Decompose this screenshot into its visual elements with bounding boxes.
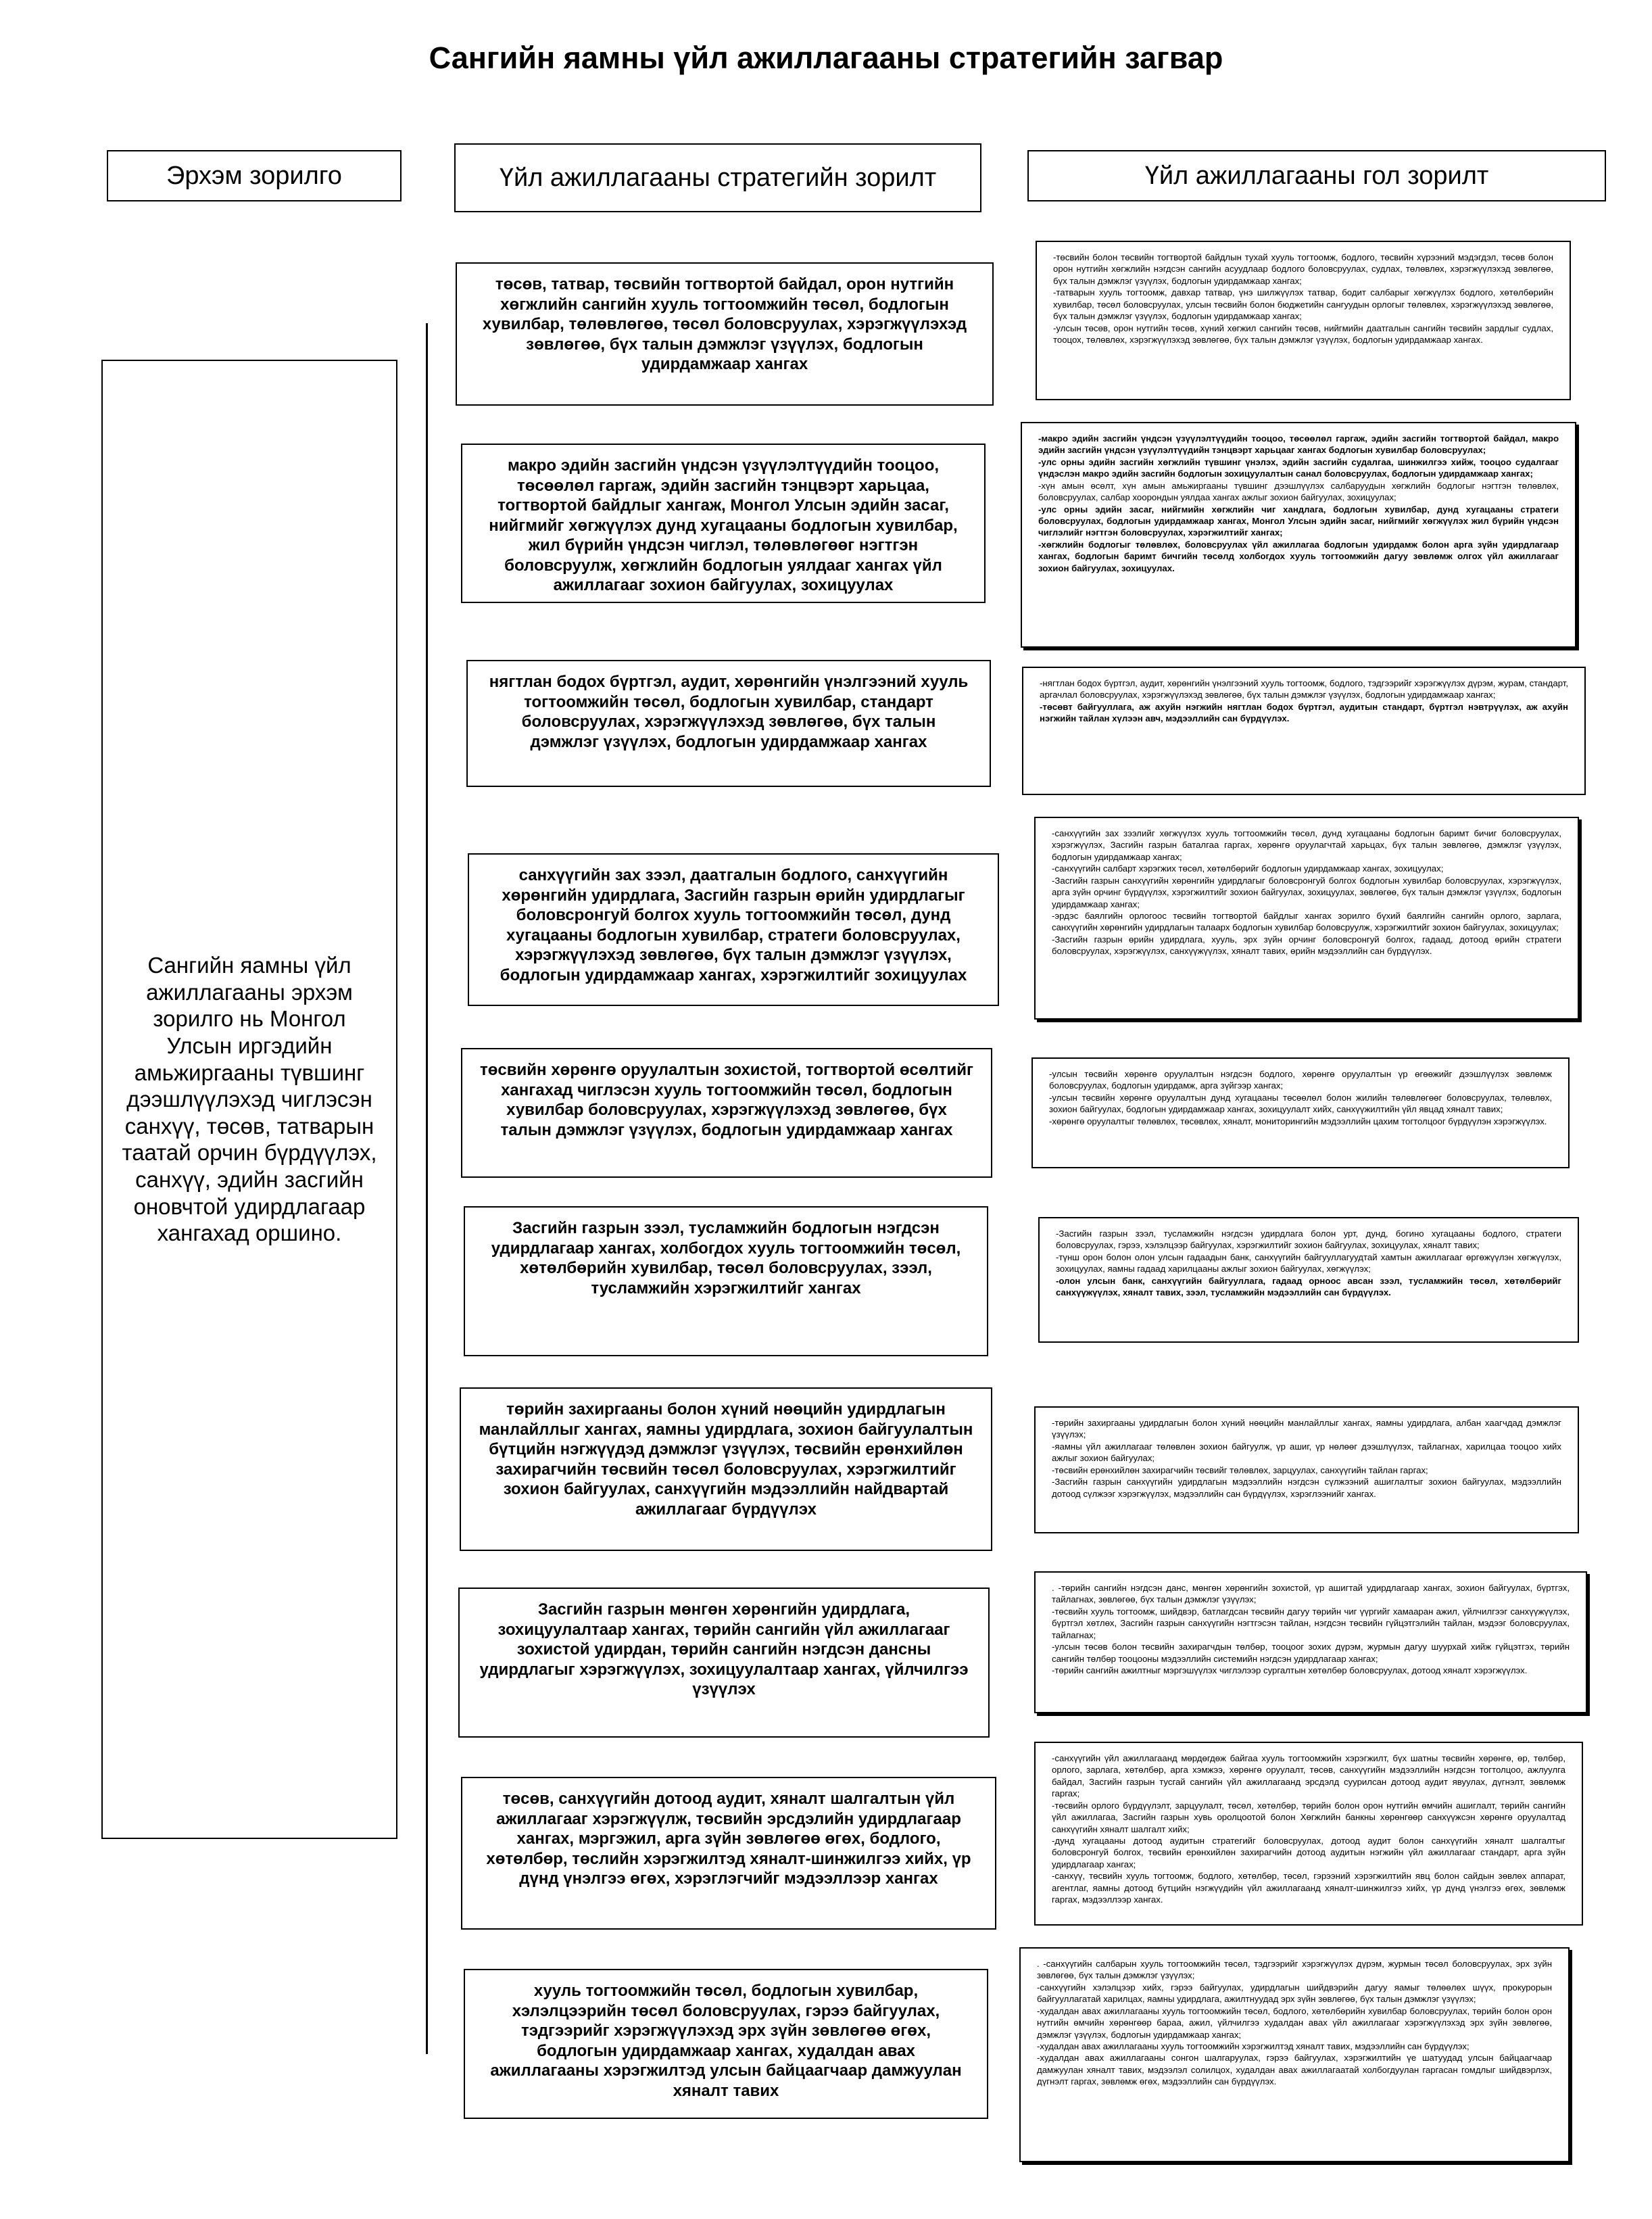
task-item: -олон улсын банк, санхүүгийн байгууллага, гадаад орноос авсан зээл, тусламжийн төсөл, хөтөлбөрийг санхүүжүүлэх, хяналт тавих, зээл, тусламжийн мэдээллийн сан бүрдүүлэх. bbox=[1056, 1275, 1561, 1298]
strategic-objective-7: төрийн захиргааны болон хүний нөөцийн удирдлагын манлайллыг хангах, яамны удирдлага, зохион байгуулалтын бүтцийн нэгжүүдэд дэмжлэг үзүүлэх, төсвийн ерөнхийлөн захирагчийн төсвийн төсөл боловсруулах, хэрэгжилтийг зохион байгуулах, санхүүгийн мэдээллийн найдвартай ажиллагааг бүрдүүлэх bbox=[460, 1387, 992, 1551]
task-item: -худалдан авах ажиллагааны сонгон шалгаруулах, гэрээ байгуулах, хэрэгжилтийн үе шатуудад улсын байцаагчаар дамжуулан хяналт тавих, мэдээлэл солилцох, худалдан авах ажиллагаатай холбогдуулан гаргасан гомдлыг шийдвэрлэх, дүгнэлт гаргах, зөвлөмж өгөх, мэдээллийн сан бүрдүүлэх. bbox=[1037, 2053, 1552, 2087]
task-item: -улс орны эдийн засаг, нийгмийн хөгжлийн чиг хандлага, бодлогын хувилбар, дунд хугацааны стратеги боловсруулах, бодлогын удирдамжаар хангах, Монгол Улсын эдийн засаг, нийгмийг хөгжүүлэх жил бүрийн үндсэн чиглэлийг нэгтгэн боловсруулах, хэрэгжилтийг хангах; bbox=[1038, 504, 1559, 538]
task-item: -санхүүгийн хэлэлцээр хийх, гэрээ байгуулах, удирдлагын шийдвэрийн дагуу яамыг төлөөлөх шүүх, прокурорын байгууллагатай харилцах, яамны удирдлага, ажилтнуудад эрх зүйн зөвлөгөө, бүх талын дэмжлэг үзүүлэх; bbox=[1037, 1982, 1552, 2005]
task-item: -санхүүгийн салбарт хэрэгжих төсөл, хөтөлбөрийг бодлогын удирдамжаар хангах, зохицуулах; bbox=[1052, 863, 1444, 874]
task-item: -улсын төсөв болон төсвийн захирагчдын төлбөр, тооцоог зохих дүрэм, журмын дагуу шуурхай хийж гүйцэтгэх, төрийн сангийн төлбөр тооцооны мэдээллийн системийн нэгдсэн удирдлагаар хангах; bbox=[1052, 1642, 1570, 1664]
header-main-objectives: Үйл ажиллагааны гол зорилт bbox=[1027, 150, 1606, 201]
header-strategic-objectives: Үйл ажиллагааны стратегийн зорилт bbox=[454, 143, 981, 212]
task-item: -худалдан авах ажиллагааны хууль тогтоомжийн төсөл, бодлого, хөтөлбөрийн хувилбар боловсруулах, төрийн болон орон нутгийн өмчийн хөрөнгөөр бараа, ажил, үйлчилгээ худалдан авах үйл ажиллагааг хэрэгжүүлэхэд эрх зүйн зөвлөгөө, дэмжлэг үзүүлэх, бодлогын удирдамжаар хангах; bbox=[1037, 2005, 1552, 2040]
task-item: -яамны үйл ажиллагааг төлөвлөн зохион байгуулж, үр ашиг, үр нөлөөг дээшлүүлэх, тайлагнах, харилцаа тооцоо хийх ажлыг зохион байгуулах; bbox=[1052, 1441, 1561, 1464]
task-item: -санхүү, төсвийн хууль тогтоомж, бодлого, хөтөлбөр, төсөл, гэрээний хэрэгжилтийн явц болон сайдын зөвлөх аппарат, агентлаг, яамны дотоод бүтцийн нэгжүүдийн үйл ажиллагаанд хяналт-шинжилгээ хийх, үр дүнд үнэлгээ өгөх, зөвлөмж гаргах, мэдээллээр хангах. bbox=[1052, 1871, 1565, 1905]
task-item: -санхүүгийн зах зээлийг хөгжүүлэх хууль тогтоомжийн төсөл, дунд хугацааны бодлогын баримт бичиг боловсруулах, хэрэгжүүлэх, Засгийн газрын баталгаа гаргах, хөрөнгө оруулагчтай харьцах, бүх талын зөвлөгөө, дэмжлэг үзүүлэх, бодлогын удирдамжаар хангах; bbox=[1052, 828, 1561, 862]
task-item: -төрийн сангийн ажилтныг мэргэшүүлэх чиглэлээр сургалтын хөтөлбөр боловсруулах, дотоод хяналт хэрэгжүүлэх. bbox=[1052, 1665, 1528, 1675]
task-item: -түнш орон болон олон улсын гадаадын банк, санхүүгийн байгууллагуудтай хамтын ажиллагааг өргөжүүлэн хөгжүүлэх, зохицуулах, яамны гадаад харилцааны ажлыг зохион байгуулах, хөгжүүлэх; bbox=[1056, 1251, 1561, 1274]
task-item: -Засгийн газрын санхүүгийн хөрөнгийн удирдлагыг боловсронгуй болгох бодлогын хувилбар боловсруулах, хэрэгжүүлэх, арга зүйн орчинг бүрдүүлэх, хэрэгжилтийг зохион байгуулах, зохицуулах, зөвлөгөө, бүх талын дэмжлэг үзүүлэх, бодлогын удирдамжаар хангах; bbox=[1052, 875, 1561, 909]
page-title: Сангийн яамны үйл ажиллагааны стратегийн загвар bbox=[429, 41, 1223, 75]
strategic-objective-9: төсөв, санхүүгийн дотоод аудит, хяналт шалгалтын үйл ажиллагааг хэрэгжүүлж, төсвийн эрсдэлийн удирдлагаар хангах, мэргэжил, арга зүйн зөвлөгөө өгөх, бодлого, хөтөлбөр, төслийн хэрэгжилтэд хяналт-шинжилгээ хийх, үр дүнд үнэлгээ өгөх, хэрэглэгчийг мэдээллээр хангах bbox=[461, 1777, 996, 1930]
strategic-objective-4: санхүүгийн зах зээл, даатгалын бодлого, санхүүгийн хөрөнгийн удирдлага, Засгийн газрын өрийн удирдлагыг боловсронгуй болгох хууль тогтоомжийн төсөл, дунд хугацааны бодлогын хувилбар, стратеги боловсруулах, хэрэгжүүлэхэд зөвлөгөө, бүх талын дэмжлэг үзүүлэх, бодлогын удирдамжаар хангах, хэрэгжилтийг зохицуулах bbox=[468, 853, 999, 1006]
main-objectives-5 bbox=[1031, 1057, 1570, 1168]
main-objectives-3 bbox=[1022, 667, 1586, 795]
task-item: . -санхүүгийн салбарын хууль тогтоомжийн төсөл, тэдгээрийг хэрэгжүүлэх дүрэм, журмын төсөл боловсруулах, эрх зүйн зөвлөгөө, бүх талын дэмжлэг үзүүлэх; bbox=[1037, 1959, 1552, 1981]
task-item: -улсын төсвийн хөрөнгө оруулалтын дунд хугацааны төсөөлөл болон жилийн төлөвлөгөөг боловсруулах, төлөвлөх, зохион байгуулах, бодлогын удирдамжаар хангах, зохицуулалт хийх, санхүүжилтийн үйл явцад хяналт тавих; bbox=[1049, 1092, 1552, 1115]
task-item: . -төрийн сангийн нэгдсэн данс, мөнгөн хөрөнгийн зохистой, үр ашигтай удирдлагаар хангах, зохион байгуулах, бүртгэх, тайлагнах, зөвлөгөө, бүх талын дэмжлэг үзүүлэх; bbox=[1052, 1583, 1570, 1605]
main-objectives-4 bbox=[1034, 817, 1579, 1020]
main-objectives-10 bbox=[1019, 1947, 1570, 2162]
task-item: -төсвийн орлого бүрдүүлэлт, зарцуулалт, төсөл, хөтөлбөр, төрийн болон орон нутгийн өмчийн ашиглалт, төрийн сангийн үйл ажиллагаа, Засгийн газрын хувь оролцоотой болон Хөгжлийн банкны хөрөнгөөр санхүүжсэн хөрөнгө оруулалтад санхүүгийн хяналт шалгалт хийх; bbox=[1052, 1800, 1565, 1834]
task-item: -татварын хууль тогтоомж, давхар татвар, үнэ шилжүүлэх татвар, бодит салбарыг хөгжүүлэх бодлого, хөтөлбөрийн хувилбар, төсөл боловсруулах, улсын төсвийн болон бюджетийн сангуудын орлогыг төлөвлөх, хэрэгжүүлэхэд зөвлөгөө, бүх талын дэмжлэг үзүүлэх, бодлогын удирдамжаар хангах; bbox=[1053, 287, 1553, 322]
task-item: -Засгийн газрын санхүүгийн удирдлагын мэдээллийн нэгдсэн сүлжээний ашиглалтыг зохион байгуулах, мэдээллийн дотоод сүлжээг хэрэгжүүлэх, мэдээллийн сан бүрдүүлэх, хэрэглээнийг хангах. bbox=[1052, 1477, 1561, 1499]
task-item: -Засгийн газрын зээл, тусламжийн нэгдсэн удирдлага болон урт, дунд, богино хугацааны бодлого, стратеги боловсруулах, гэрээ, хэлэлцээр байгуулах, хэрэгжилтийг зохион байгуулах, зохицуулах, хяналт тавих; bbox=[1056, 1228, 1561, 1251]
strategic-objective-6: Засгийн газрын зээл, тусламжийн бодлогын нэгдсэн удирдлагаар хангах, холбогдох хууль тогтоомжийн төсөл, хөтөлбөрийн хувилбар, төсөл боловсруулах, зээл, тусламжийн хэрэгжилтийг хангах bbox=[464, 1206, 988, 1356]
task-item: -эрдэс баялгийн орлогоос төсвийн тогтвортой байдлыг хангах зорилго бүхий баялгийн сангийн орлого, зарлага, санхүүгийн хөрөнгийн удирдлагын талаарх бодлогын хувилбар боловсруулж, хэрэгжилтийг зохион байгуулах, зохицуулах; bbox=[1052, 910, 1561, 933]
task-item: -төсвийн хууль тогтоомж, шийдвэр, батлагдсан төсвийн дагуу төрийн чиг үүргийг хамааран ажил, үйлчилгээг санхүүжүүлэх, бүртгэл хөтлөх, Засгийн газрын санхүүгийн нэгтгэсэн тайлан, нэгдсэн төсвийн гүйцэтгэлийн тайлан, мэдээг боловсруулах, тайлагнах; bbox=[1052, 1606, 1570, 1640]
task-item: -улсын төсвийн хөрөнгө оруулалтын нэгдсэн бодлого, хөрөнгө оруулалтын үр өгөөжийг дээшлүүлэх зөвлөмж боловсруулах, бодлогын удирдамж, арга зүйгээр хангах; bbox=[1049, 1069, 1552, 1091]
main-objectives-6 bbox=[1038, 1217, 1579, 1343]
task-item: -хүн амын өсөлт, хүн амын амьжиргааны түвшинг дээшлүүлэх салбаруудын хөгжлийн бодлогыг нэгтгэн төлөвлөх, боловсруулах, салбар хоорондын уялдаа хангах ажлыг зохион байгуулах, зохицуулах; bbox=[1038, 480, 1559, 503]
task-item: -төсөвт байгууллага, аж ахуйн нэгжийн нягтлан бодох бүртгэл, аудитын стандарт, бүртгэл нэвтрүүлэх, аж ахуйн нэгжийн тайлан хүлээн авч, мэдээллийн сан бүрдүүлэх. bbox=[1040, 701, 1568, 724]
task-item: -макро эдийн засгийн үндсэн үзүүлэлтүүдийн тооцоо, төсөөлөл гаргаж, эдийн засгийн тогтвортой байдал, макро эдийн засгийн үндсэн үзүүлэлтүүдийн тэнцвэрт харьцааг хангах бодлогын хувилбар боловсруулах; bbox=[1038, 433, 1559, 456]
strategic-objective-1: төсөв, татвар, төсвийн тогтвортой байдал, орон нутгийн хөгжлийн сангийн хууль тогтоомжийн төсөл, бодлогын хувилбар, төлөвлөгөө, төсөл боловсруулах, хэрэгжүүлэхэд зөвлөгөө, бүх талын дэмжлэг үзүүлэх, бодлогын удирдамжаар хангах bbox=[456, 262, 994, 406]
main-objectives-9 bbox=[1034, 1742, 1583, 1926]
main-objectives-8 bbox=[1034, 1571, 1587, 1713]
task-item: -улс орны эдийн засгийн хөгжлийн түвшинг үнэлэх, эдийн засгийн судалгаа, шинжилгээ хийж, тооцоо судалгааг үндэслэн макро эдийн засгийн бодлогын зохицуулалтын санал боловсруулах, бодлогын удирдамжаар хангах; bbox=[1038, 456, 1559, 479]
connector-line bbox=[426, 323, 428, 2054]
main-objectives-1 bbox=[1036, 241, 1571, 400]
strategic-objective-10: хууль тогтоомжийн төсөл, бодлогын хувилбар, хэлэлцээрийн төсөл боловсруулах, гэрээ байгуулах, тэдгээрийг хэрэгжүүлэхэд эрх зүйн зөвлөгөө өгөх, бодлогын удирдамжаар хангах, худалдан авах ажиллагааны хэрэгжилтэд улсын байцаагчаар дамжуулан хяналт тавих bbox=[464, 1969, 988, 2119]
task-item: -нягтлан бодох бүртгэл, аудит, хөрөнгийн үнэлгээний хууль тогтоомж, бодлого, тэдгээрийг хэрэгжүүлэх дүрэм, журам, стандарт, аргачлал боловсруулах, хэрэгжүүлэхэд зөвлөгөө, бүх талын дэмжлэг үзүүлэх, бодлогын удирдамжаар хангах; bbox=[1040, 678, 1568, 700]
task-item: -дунд хугацааны дотоод аудитын стратегийг боловсруулах, дотоод аудит болон санхүүгийн хяналт шалгалтыг боловсронгуй болгох, төсвийн ерөнхийлөн захирагчийн дотоод аудитын нэгжийн үйл ажиллагааг стандарт, арга зүйн удирдлагаар хангах; bbox=[1052, 1835, 1565, 1869]
task-item: -Засгийн газрын өрийн удирдлага, хууль, эрх зүйн орчинг боловсронгуй болгох, гадаад, дотоод өрийн стратеги боловсруулах, хэрэгжүүлэх, санхүүжүүлэх, хяналт тавих, өрийн мэдээллийн сан бүрдүүлэх. bbox=[1052, 934, 1561, 957]
task-item: -улсын төсөв, орон нутгийн төсөв, хүний хөгжил сангийн төсөв, нийгмийн даатгалын сангийн төсвийн зардлыг судлах, тооцох, төлөвлөх, хэрэгжүүлэхэд зөвлөгөө, бүх талын дэмжлэг үзүүлэх, бодлогын удирдамжаар хангах. bbox=[1053, 323, 1553, 345]
header-mission: Эрхэм зорилго bbox=[107, 150, 402, 201]
task-item: -төрийн захиргааны удирдлагын болон хүний нөөцийн манлайллыг хангах, яамны удирдлага, албан хаагчдад дэмжлэг үзүүлэх; bbox=[1052, 1418, 1561, 1440]
strategic-objective-2: макро эдийн засгийн үндсэн үзүүлэлтүүдийн тооцоо, төсөөлөл гаргаж, эдийн засгийн тэнцвэрт харьцаа, тогтвортой байдлыг хангаж, Монгол Улсын эдийн засаг, нийгмийг хөгжүүлэх дунд хугацааны бодлогын хувилбар, жил бүрийн үндсэн чиглэл, төлөвлөгөөг нэгтгэн боловсруулж, хөгжлийн бодлогын уялдааг хангах үйл ажиллагааг зохион байгуулах, зохицуулах bbox=[461, 444, 986, 603]
main-objectives-2 bbox=[1021, 422, 1576, 648]
task-item: -төсвийн болон төсвийн тогтвортой байдлын тухай хууль тогтоомж, бодлого, төсвийн хүрээний мэдэгдэл, төсөв болон орон нутгийн хөгжлийн нэгдсэн сангийн асуудлаар бодлого боловсруулах, судлах, төлөвлөх, хэрэгжүүлэхэд зөвлөгөө, бүх талын дэмжлэг үзүүлэх, бодлогын удирдамжаар хангах; bbox=[1053, 252, 1553, 286]
task-item: -төсвийн ерөнхийлөн захирагчийн төсвийг төлөвлөх, зарцуулах, санхүүгийн тайлан гаргах; bbox=[1052, 1464, 1428, 1475]
main-objectives-7 bbox=[1034, 1406, 1579, 1533]
task-item: -хөрөнгө оруулалтыг төлөвлөх, төсөвлөх, хяналт, мониторингийн мэдээллийн цахим тогтолцоог бүрдүүлэн хэрэгжүүлэх. bbox=[1049, 1116, 1547, 1126]
task-item: -санхүүгийн үйл ажиллагаанд мөрдөгдөж байгаа хууль тогтоомжийн хэрэгжилт, бүх шатны төсвийн хөрөнгө, өр, төлбөр, орлого, зарлага, хөтөлбөр, арга хэмжээ, хөрөнгө оруулалт, төсөв, санхүүгийн мэдээллийн нэгдсэн тогтолцоо, ажлуулга байдал, Засгийн газрын тусгай сангийн үйл ажиллагаанд эрсдэлд суурилсан дотоод аудит явуулах, дүгнэлт, зөвлөмж гаргах; bbox=[1052, 1753, 1565, 1799]
task-item: -хөгжлийн бодлогыг төлөвлөх, боловсруулах үйл ажиллагаа бодлогын удирдамж болон арга зүйн удирдлагаар хангах, бодлогын баримт бичгийн төсөлд холбогдох хууль тогтоомжийн дагуу зөвлөмж олгох үйл ажиллагааг зохион байгуулах, зохицуулах. bbox=[1038, 539, 1559, 573]
task-item: -худалдан авах ажиллагааны хууль тогтоомжийн хэрэгжилтэд хяналт тавих, мэдээллийн сан бүрдүүлэх; bbox=[1037, 2041, 1469, 2051]
strategic-objective-3: нягтлан бодох бүртгэл, аудит, хөрөнгийн үнэлгээний хууль тогтоомжийн төсөл, бодлогын хувилбар, стандарт боловсруулах, хэрэгжүүлэхэд зөвлөгөө, бүх талын дэмжлэг үзүүлэх, бодлогын удирдамжаар хангах bbox=[466, 660, 991, 787]
strategic-objective-8: Засгийн газрын мөнгөн хөрөнгийн удирдлага, зохицуулалтаар хангах, төрийн сангийн үйл ажиллагааг зохистой удирдан, төрийн сангийн нэгдсэн дансны удирдлагыг хэрэгжүүлэх, зохицуулалтаар хангах, үйлчилгээ үзүүлэх bbox=[458, 1588, 990, 1738]
mission-box: Сангийн яамны үйл ажиллагааны эрхэм зорилго нь Монгол Улсын иргэдийн амьжиргааны түвшинг дээшлүүлэхэд чиглэсэн санхүү, төсөв, татварын таатай орчин бүрдүүлэх, санхүү, эдийн засгийн оновчтой удирдлагаар хангахад оршино. bbox=[101, 360, 397, 1839]
strategic-objective-5: төсвийн хөрөнгө оруулалтын зохистой, тогтвортой өсөлтийг хангахад чиглэсэн хууль тогтоомжийн төсөл, бодлогын хувилбар боловсруулах, хэрэгжүүлэхэд зөвлөгөө, бүх талын дэмжлэг үзүүлэх, бодлогын удирдамжаар хангах bbox=[461, 1048, 992, 1178]
